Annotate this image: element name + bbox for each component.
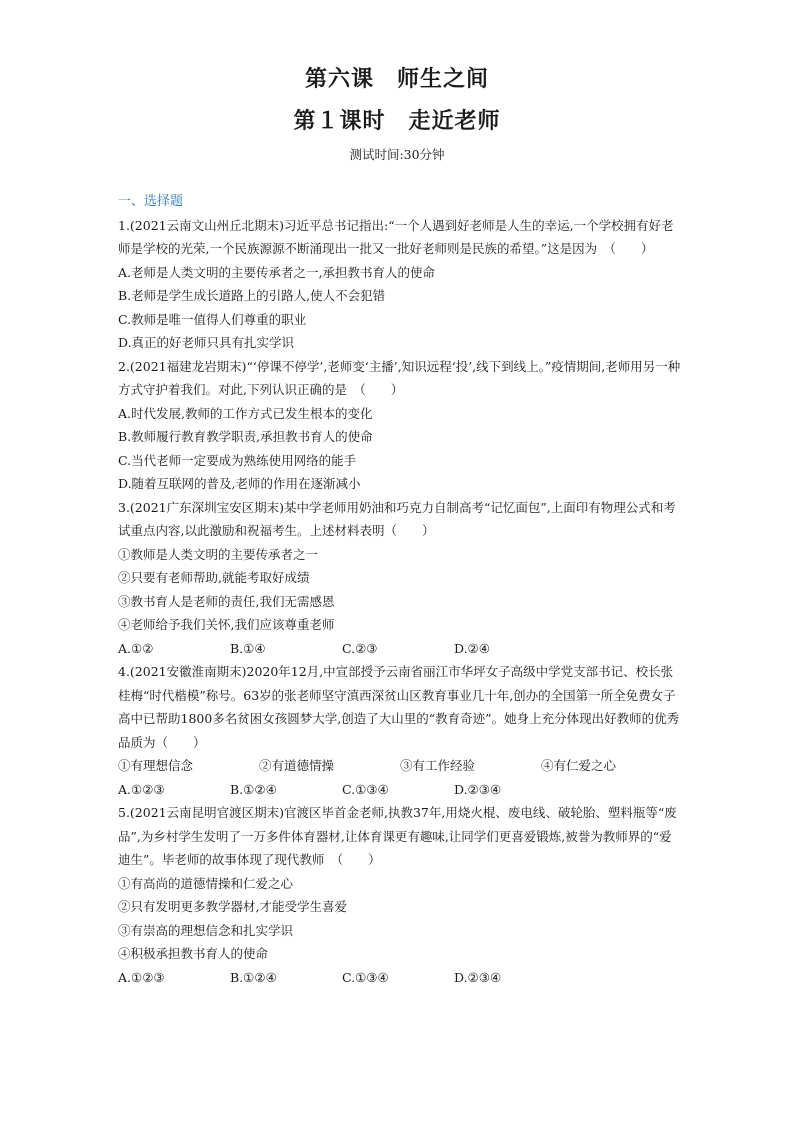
question-4-items — [118, 754, 682, 778]
question-5-item-4: ④积极承担教书育人的使命 — [118, 946, 269, 961]
question-1-option-c: C.教师是唯一值得人们尊重的职业 — [118, 311, 307, 327]
section-heading: 一、选择题 — [118, 194, 184, 209]
question-3-choice-b: B.①④ — [230, 640, 266, 656]
period-title: 第１课时 走近老师 — [293, 109, 501, 134]
question-5-choice-b: B.①②④ — [230, 969, 277, 985]
question-4-item-1: ①有理想信念 — [118, 758, 194, 773]
test-time: 测试时间:30分钟 — [349, 147, 445, 162]
question-5-item-2: ②只有发明更多教学器材,才能受学生喜爱 — [118, 899, 347, 914]
question-5-choice-a: A.①②③ — [118, 969, 165, 985]
question-2-option-c: C.当代老师一定要成为熟练使用网络的能手 — [118, 452, 357, 468]
question-4-stem: 4.(2021安徽淮南期末)2020年12月,中宣部授予云南省丽江市华坪女子高级中学党支部书记、校长张桂梅“时代楷模”称号。63岁的张老师坚守滇西深贫山区教育事业几十年,创办的全国第一所全免费女子高中已帮助1800多名贫困女孩圆梦大学,创造了大山里的“教育奇迹”。她身上充分体现出好教师的优秀品质为（ ） — [118, 664, 680, 750]
question-list — [118, 190, 682, 989]
question-3-item-1: ①教师是人类文明的主要传承者之一 — [118, 546, 319, 562]
question-3-stem: 3.(2021广东深圳宝安区期末)某中学老师用奶油和巧克力自制高考“记忆面包”,上面印有物理公式和考试重点内容,以此激励和祝福考生。上述材料表明（ ） — [118, 499, 676, 538]
question-5-item-3: ③有崇高的理想信念和扎实学识 — [118, 922, 294, 938]
question-4-choices — [118, 778, 682, 802]
question-3-item-4: ④老师给予我们关怀,我们应该尊重老师 — [118, 617, 335, 632]
question-5-choice-c: C.①③④ — [342, 969, 389, 985]
question-3-choices — [118, 637, 682, 661]
question-4-choice-d: D.②③④ — [454, 781, 502, 797]
question-2-stem: 2.(2021福建龙岩期末)“‘停课不停学’,老师变‘主播’,知识远程‘投’,线下到线上。”疫情期间,老师用另一种方式守护着我们。对此,下列认识正确的是 （ ） — [118, 358, 681, 397]
question-2-option-a: A.时代发展,教师的工作方式已发生根本的变化 — [118, 405, 373, 421]
question-3-item-3: ③教书育人是老师的责任,我们无需感恩 — [118, 593, 335, 609]
question-4-choice-c: C.①③④ — [342, 781, 389, 797]
question-2-option-b: B.教师履行教育教学职责,承担教书育人的使命 — [118, 429, 373, 444]
question-5-stem: 5.(2021云南昆明官渡区期末)官渡区毕首金老师,执教37年,用烧火棍、废电线、破轮胎、塑料瓶等“废品”,为乡村学生发明了一万多件体育器材,让体育课更有趣味,让同学们更喜爱锻炼,被誉为教师界的“爱迪生”。毕老师的故事体现了现代教师 （ ） — [118, 805, 677, 867]
question-5-choice-d: D.②③④ — [454, 969, 502, 985]
question-3-choice-d: D.②④ — [454, 640, 490, 656]
lesson-title: 第六课 师生之间 — [304, 67, 489, 92]
question-3-item-2: ②只要有老师帮助,就能考取好成绩 — [118, 570, 310, 585]
question-4-choice-a: A.①②③ — [118, 781, 165, 797]
question-3-choice-a: A.①② — [118, 640, 154, 656]
question-1-stem: 1.(2021云南文山州丘北期末)习近平总书记指出:“一个人遇到好老师是人生的幸运,一个学校拥有好老师是学校的光荣,一个民族源源不断涌现出一批又一批好老师则是民族的希望。”这是因为 （ ） — [118, 217, 674, 256]
question-5-choices — [118, 966, 682, 990]
question-3-choice-c: C.②③ — [342, 640, 378, 656]
question-2-option-d: D.随着互联网的普及,老师的作用在逐渐减小 — [118, 476, 361, 491]
question-1-option-a: A.老师是人类文明的主要传承者之一,承担教书育人的使命 — [118, 264, 435, 280]
question-4-choice-b: B.①②④ — [230, 781, 277, 797]
question-1-option-d: D.真正的好老师只具有扎实学识 — [118, 335, 295, 350]
question-4-item-3: ③有工作经验 — [400, 758, 476, 773]
question-5-item-1: ①有高尚的道德情操和仁爱之心 — [118, 875, 294, 891]
question-4-item-2: ②有道德情操 — [259, 758, 335, 773]
question-4-item-4: ④有仁爱之心 — [541, 758, 617, 773]
question-1-option-b: B.老师是学生成长道路上的引路人,使人不会犯错 — [118, 288, 386, 303]
